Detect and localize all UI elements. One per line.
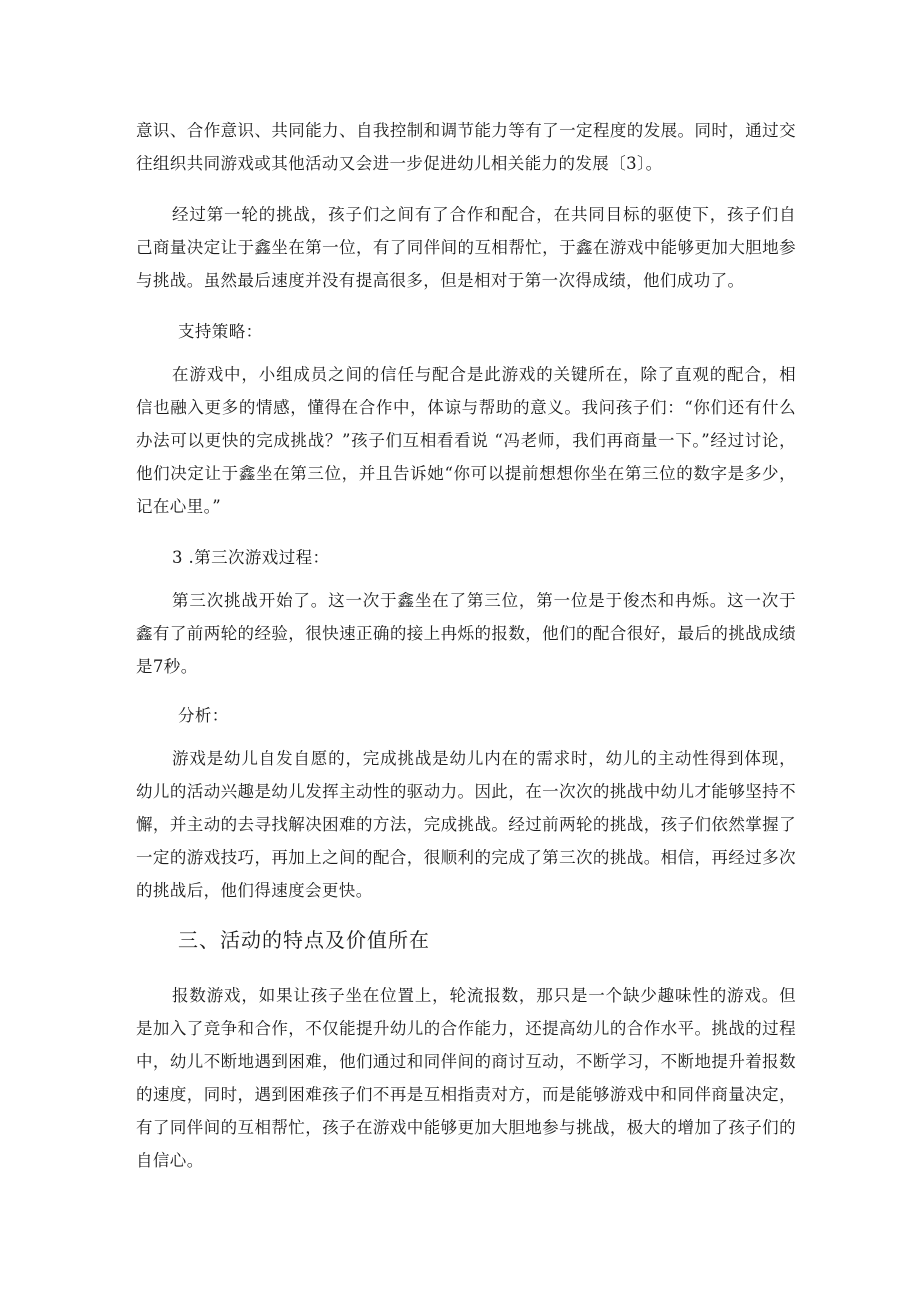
paragraph-round3: 第三次挑战开始了。这一次于鑫坐在了第三位，第一位是于俊杰和冉烁。这一次于鑫有了前两轮的经验，很快速正确的接上冉烁的报数，他们的配合很好，最后的挑战成绩是7秒。 — [136, 591, 796, 676]
paragraph-round2-result: 经过第一轮的挑战，孩子们之间有了合作和配合，在共同目标的驱使下，孩子们自己商量决定让于鑫坐在第一位，有了同伴间的互相帮忙，于鑫在游戏中能够更加大胆地参与挑战。虽然最后速度并没有提高很多，但是相对于第一次得成绩，他们成功了。 — [136, 205, 796, 290]
paragraph-intro: 意识、合作意识、共同能力、自我控制和调节能力等有了一定程度的发展。同时，通过交往组织共同游戏或其他活动又会进一步促进幼儿相关能力的发展〔3〕。 — [136, 121, 796, 173]
paragraph-features: 报数游戏，如果让孩子坐在位置上，轮流报数，那只是一个缺少趣味性的游戏。但是加入了竞争和合作，不仅能提升幼儿的合作能力，还提高幼儿的合作水平。挑战的过程中，幼儿不断地遇到困难，他们通过和同伴间的商讨互动，不断学习，不断地提升着报数的速度，同时，遇到困难孩子们不再是互相指责对方，而是能够游戏中和同伴商量决定，有了同伴间的互相帮忙，孩子在游戏中能够更加大胆地参与挑战，极大的增加了孩子们的自信心。 — [136, 986, 796, 1170]
paragraph-analysis: 游戏是幼儿自发自愿的，完成挑战是幼儿内在的需求时，幼儿的主动性得到体现，幼儿的活动兴趣是幼儿发挥主动性的驱动力。因此，在一次次的挑战中幼儿才能够坚持不懈，并主动的去寻找解决困难的方法，完成挑战。经过前两轮的挑战，孩子们依然掌握了一定的游戏技巧，再加上之间的配合，很顺利的完成了第三次的挑战。相信，再经过多次的挑战后，他们得速度会更快。 — [136, 749, 796, 900]
label-round3-process: 3 .第三次游戏过程： — [172, 548, 330, 567]
label-support-strategy: 支持策略： — [178, 322, 263, 341]
paragraph-support-strategy: 在游戏中，小组成员之间的信任与配合是此游戏的关键所在，除了直观的配合，相信也融入更多的情感，懂得在合作中，体谅与帮助的意义。我问孩子们：“你们还有什么办法可以更快的完成挑战？”孩子们互相看看说 “冯老师，我们再商量一下。”经过讨论，他们决定让于鑫坐在第三位，并且告诉她“你可以提前想想你坐在第三位的数字是多少，记在心里。” — [136, 365, 796, 516]
label-analysis: 分析： — [178, 706, 229, 725]
section-heading-features: 三、活动的特点及价值所在 — [178, 928, 430, 952]
